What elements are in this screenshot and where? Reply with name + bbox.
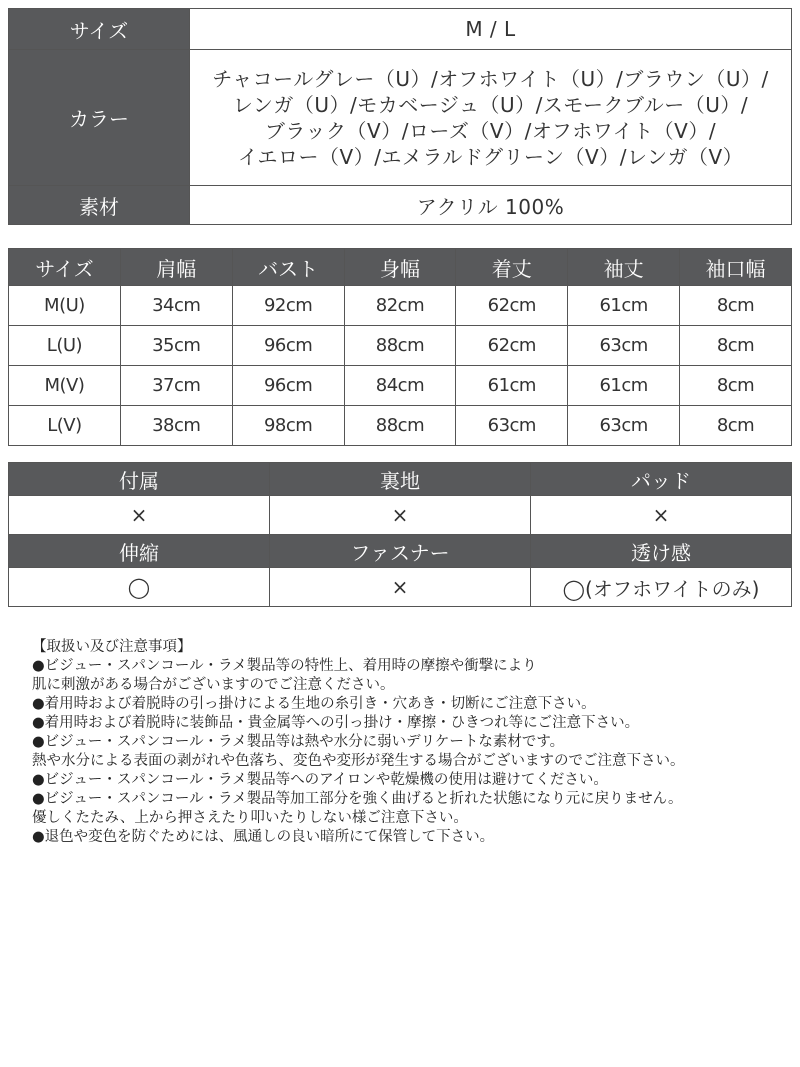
color-value xyxy=(190,50,792,186)
size-header-size: サイズ xyxy=(9,249,121,286)
feature-value-sheer: ◯(オフホワイトのみ) xyxy=(531,568,792,607)
care-note-line: 優しくたたみ、上から押さえたり叩いたりしない様ご注意下さい。 xyxy=(32,810,468,826)
feature-value-row xyxy=(9,568,792,607)
care-note-line: ●着用時および着脱時に装飾品・貴金属等への引っ掛け・摩擦・ひきつれ等にご注意下さい。 xyxy=(32,715,640,731)
size-cell: 63cm xyxy=(568,406,680,446)
feature-header-stretch: 伸縮 xyxy=(9,535,270,568)
table-row xyxy=(9,366,792,406)
feature-table xyxy=(8,462,792,607)
size-cell: L(V) xyxy=(9,406,121,446)
size-header-cuff: 袖口幅 xyxy=(680,249,792,286)
care-note-line: ●ビジュー・スパンコール・ラメ製品等へのアイロンや乾燥機の使用は避けてください。 xyxy=(32,772,608,788)
color-label: カラー xyxy=(9,50,190,186)
size-cell: 96cm xyxy=(232,326,344,366)
color-line: レンガ（U）/モカベージュ（U）/スモークブルー（U）/ xyxy=(232,92,749,117)
size-cell: 98cm xyxy=(232,406,344,446)
size-cell: 88cm xyxy=(344,326,456,366)
table-row xyxy=(9,326,792,366)
color-line: ブラック（V）/ローズ（V）/オフホワイト（V）/ xyxy=(264,118,717,143)
size-cell: 38cm xyxy=(120,406,232,446)
care-note-line: ●退色や変色を防ぐためには、風通しの良い暗所にて保管して下さい。 xyxy=(32,829,495,845)
size-cell: 35cm xyxy=(120,326,232,366)
size-header-length: 着丈 xyxy=(456,249,568,286)
table-row xyxy=(9,406,792,446)
spec-table xyxy=(8,8,792,225)
size-cell: M(U) xyxy=(9,286,121,326)
feature-value-pad: × xyxy=(531,496,792,535)
size-cell: 61cm xyxy=(568,286,680,326)
size-cell: 82cm xyxy=(344,286,456,326)
size-cell: 92cm xyxy=(232,286,344,326)
spec-row-material xyxy=(9,186,792,225)
material-value: アクリル 100% xyxy=(190,186,792,225)
color-line: イエロー（V）/エメラルドグリーン（V）/レンガ（V） xyxy=(237,144,744,169)
size-table-header-row xyxy=(9,249,792,286)
size-cell: 61cm xyxy=(568,366,680,406)
care-note-line: ●ビジュー・スパンコール・ラメ製品等加工部分を強く曲げると折れた状態になり元に戻りません。 xyxy=(32,791,683,807)
care-note-line: ●着用時および着脱時の引っ掛けによる生地の糸引き・穴あき・切断にご注意下さい。 xyxy=(32,696,596,712)
size-cell: 37cm xyxy=(120,366,232,406)
care-note-line: ●ビジュー・スパンコール・ラメ製品等は熱や水分に弱いデリケートな素材です。 xyxy=(32,734,565,750)
size-cell: 8cm xyxy=(680,366,792,406)
size-cell: L(U) xyxy=(9,326,121,366)
size-cell: 8cm xyxy=(680,406,792,446)
spec-row-color xyxy=(9,50,792,186)
color-line: チャコールグレー（U）/オフホワイト（U）/ブラウン（U）/ xyxy=(212,66,769,91)
size-cell: 63cm xyxy=(456,406,568,446)
care-note-line: ●ビジュー・スパンコール・ラメ製品等の特性上、着用時の摩擦や衝撃により xyxy=(32,658,537,674)
size-header-shoulder: 肩幅 xyxy=(120,249,232,286)
size-cell: M(V) xyxy=(9,366,121,406)
size-cell: 61cm xyxy=(456,366,568,406)
feature-value-row xyxy=(9,496,792,535)
feature-header-row xyxy=(9,535,792,568)
size-header-bust: バスト xyxy=(232,249,344,286)
size-header-sleeve: 袖丈 xyxy=(568,249,680,286)
care-notes-title: 【取扱い及び注意事項】 xyxy=(32,639,192,655)
size-value: M / L xyxy=(190,9,792,50)
size-cell: 62cm xyxy=(456,286,568,326)
material-label: 素材 xyxy=(9,186,190,225)
feature-header-lining: 裏地 xyxy=(270,463,531,496)
feature-header-accessory: 付属 xyxy=(9,463,270,496)
size-header-width: 身幅 xyxy=(344,249,456,286)
feature-header-pad: パッド xyxy=(531,463,792,496)
care-notes xyxy=(32,638,792,847)
feature-value-accessory: × xyxy=(9,496,270,535)
size-cell: 8cm xyxy=(680,286,792,326)
feature-header-row xyxy=(9,463,792,496)
feature-header-sheer: 透け感 xyxy=(531,535,792,568)
size-cell: 8cm xyxy=(680,326,792,366)
spec-row-size xyxy=(9,9,792,50)
size-cell: 88cm xyxy=(344,406,456,446)
feature-value-stretch: ◯ xyxy=(9,568,270,607)
table-row xyxy=(9,286,792,326)
feature-header-zipper: ファスナー xyxy=(270,535,531,568)
care-note-line: 熱や水分による表面の剥がれや色落ち、変色や変形が発生する場合がございますのでご注意下さい。 xyxy=(32,753,685,769)
size-cell: 96cm xyxy=(232,366,344,406)
feature-value-lining: × xyxy=(270,496,531,535)
size-cell: 34cm xyxy=(120,286,232,326)
size-table xyxy=(8,248,792,446)
size-cell: 63cm xyxy=(568,326,680,366)
size-cell: 84cm xyxy=(344,366,456,406)
size-label: サイズ xyxy=(9,9,190,50)
care-note-line: 肌に刺激がある場合がございますのでご注意ください。 xyxy=(32,677,395,693)
feature-value-zipper: × xyxy=(270,568,531,607)
size-cell: 62cm xyxy=(456,326,568,366)
